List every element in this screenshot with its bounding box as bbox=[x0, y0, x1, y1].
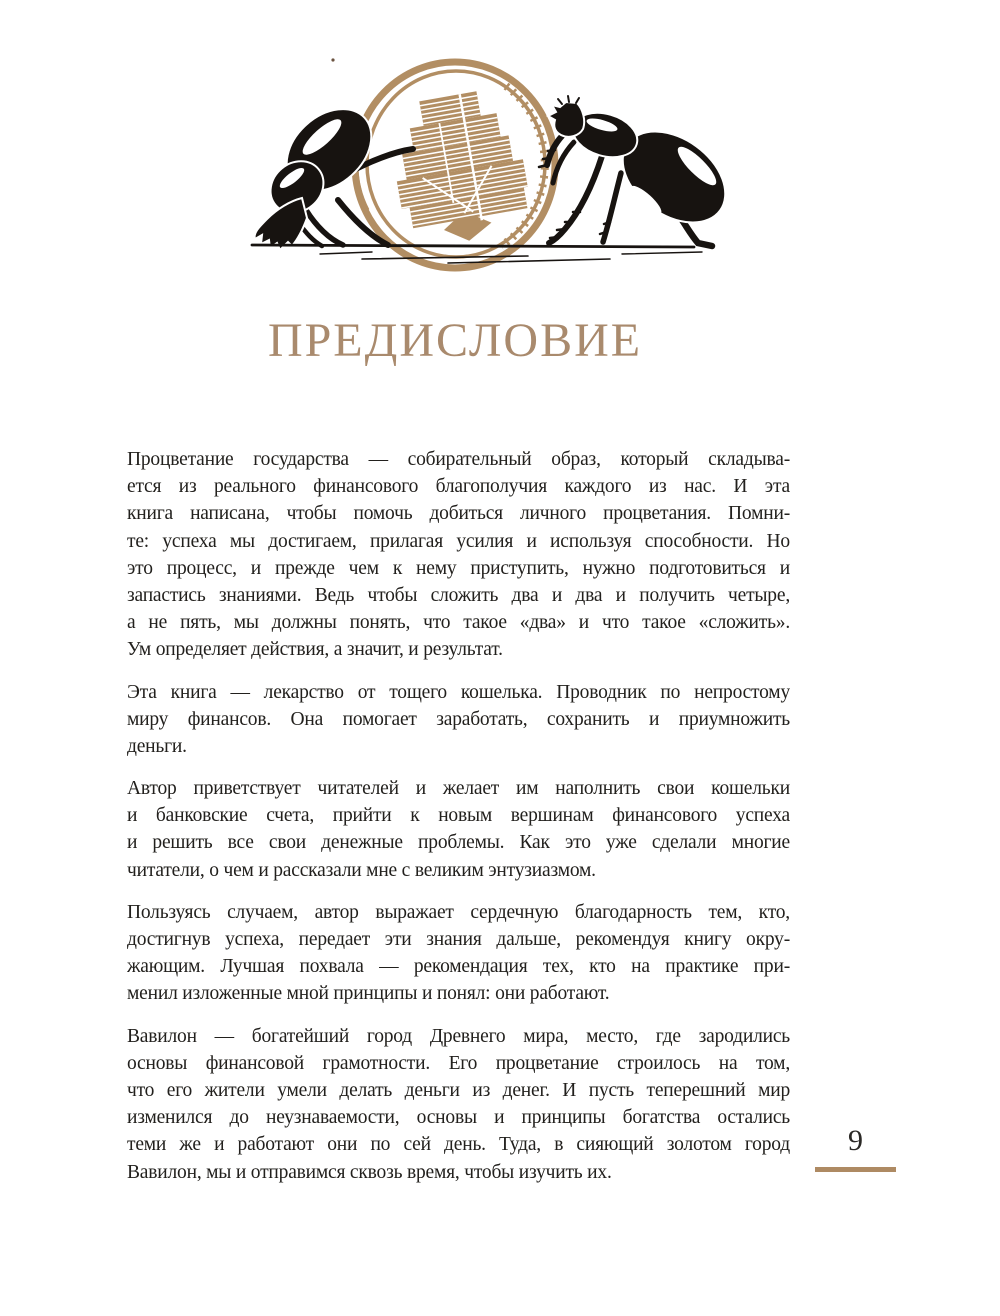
text-line: деньги. bbox=[127, 735, 187, 757]
page-number: 9 bbox=[848, 1124, 863, 1157]
text-line: изменился до неузнаваемости, основы и принципы богатства остались bbox=[127, 1107, 790, 1129]
text-line: это процесс, и прежде чем к нему приступить, нужно подготовиться и bbox=[127, 557, 790, 579]
text-line: Ум определяет действия, а значит, и результат. bbox=[127, 639, 503, 661]
paragraph bbox=[127, 775, 790, 884]
text-line: Пользуясь случаем, автор выражает сердечную благодарность тем, кто, bbox=[127, 901, 790, 923]
text-line: Эта книга — лекарство от тощего кошелька. Проводник по непростому bbox=[127, 681, 790, 703]
text-line: менил изложенные мной принципы и понял: они работают. bbox=[127, 983, 610, 1005]
paragraph bbox=[127, 899, 790, 1008]
right-beetle-icon bbox=[539, 96, 742, 246]
text-line: миру финансов. Она помогает заработать, сохранить и приумножить bbox=[127, 708, 790, 730]
text-line: ется из реального финансового благополучия каждого из нас. И эта bbox=[127, 476, 790, 498]
scarabs-coin-illustration bbox=[250, 52, 750, 272]
text-line: что его жители умели делать деньги из денег. И пусть теперешний мир bbox=[127, 1079, 790, 1101]
text-line: Процветание государства — собирательный образ, который складыва- bbox=[127, 449, 790, 470]
text-line: Вавилон — богатейший город Древнего мира, место, где зародились bbox=[127, 1025, 790, 1047]
text-line: и банковские счета, прийти к новым вершинам финансового успеха bbox=[127, 805, 790, 827]
paragraph bbox=[127, 679, 790, 761]
ziggurat-engraving-icon bbox=[384, 85, 535, 251]
text-line: книга написана, чтобы помочь добиться личного процветания. Помни- bbox=[127, 503, 790, 525]
text-line: достигнув успеха, передает эти знания дальше, рекомендуя книгу окру- bbox=[127, 929, 790, 950]
text-line: читатели, о чем и рассказали мне с великим энтузиазмом. bbox=[127, 859, 596, 881]
text-line: а не пять, мы должны понять, что такое «два» и что такое «сложить». bbox=[127, 612, 790, 634]
text-line: запастись знаниями. Ведь чтобы сложить два и два и получить четыре, bbox=[127, 584, 790, 606]
page-number-rule bbox=[815, 1167, 896, 1172]
paragraph bbox=[127, 446, 790, 664]
text-line: основы финансовой грамотности. Его процветание строилось на том, bbox=[127, 1052, 790, 1074]
ink-speck bbox=[331, 58, 334, 61]
text-line: теми же и работают они по сей день. Туда, в сияющий золотом город bbox=[127, 1134, 790, 1156]
text-line: Автор приветствует читателей и желает им наполнить свои кошельки bbox=[127, 778, 790, 800]
preface-title: ПРЕДИСЛОВИЕ bbox=[267, 314, 643, 367]
text-line: Вавилон, мы и отправимся сквозь время, чтобы изучить их. bbox=[127, 1161, 612, 1183]
paragraph bbox=[127, 1023, 790, 1186]
body-text bbox=[127, 446, 790, 1201]
text-line: и решить все свои денежные проблемы. Как это уже сделали многие bbox=[127, 832, 790, 854]
text-line: те: успеха мы достигаем, прилагая усилия и используя способности. Но bbox=[127, 530, 790, 552]
text-line: жающим. Лучшая похвала — рекомендация тех, кто на практике при- bbox=[127, 956, 790, 978]
